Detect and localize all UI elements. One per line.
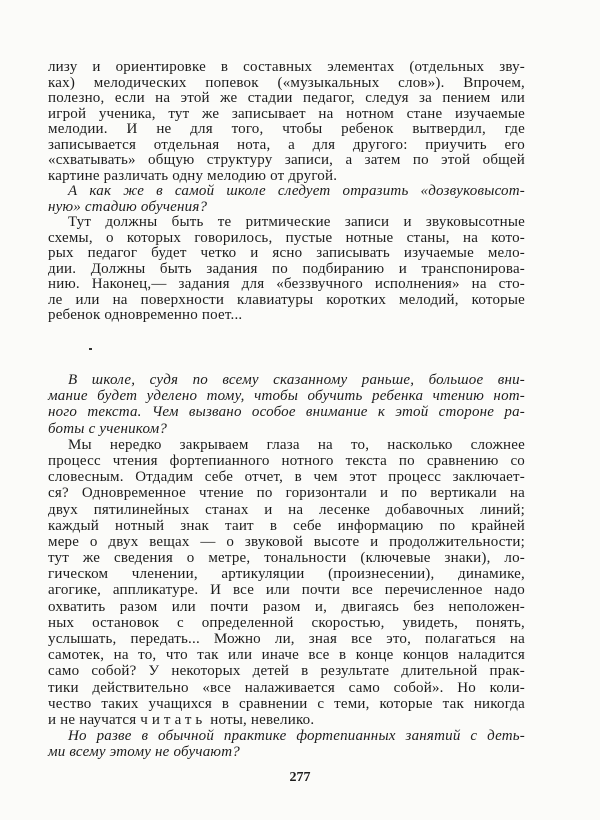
text-line: «схватывать» общую структуру записи, а затем по этой общей xyxy=(48,152,525,168)
text-line: дии. Должны быть задания по подбиранию и транспонирова- xyxy=(48,260,525,277)
question-line: Но разве в обычной практике фортепианных занятий с деть- xyxy=(68,728,525,745)
emphasized-word: читать xyxy=(140,711,207,728)
question-line: боты с учеником? xyxy=(48,420,168,437)
question-line: А как же в самой школе следует отразить «дозвуковысот- xyxy=(68,183,525,199)
print-speck xyxy=(89,348,92,350)
text-line: игрой ученика, тут же записывает на нотном стане изучаемые xyxy=(48,105,525,122)
text-line: полезно, если на этой же стадии педагог, следуя за пением или xyxy=(48,90,525,106)
page-number: 277 xyxy=(289,770,311,785)
text-line: нию. Наконец,— задания для «беззвучного исполнения» на сто- xyxy=(48,276,525,292)
text-line: лизу и ориентировке в составных элементах (отдельных зву- xyxy=(48,59,525,75)
text-line: ребенок одновременно поет... xyxy=(48,307,243,323)
text-line: Мы нередко закрываем глаза на то, насколько сложнее xyxy=(68,436,525,453)
text-line: записывается отдельная нота, а для другого: приучить его xyxy=(48,136,525,153)
text-line: агогике, аппликатуре. И все или почти все перечисленное надо xyxy=(48,582,525,599)
text-line: двух пятилинейных станах и на лесенке добавочных линий; xyxy=(48,501,525,518)
text-line: самотек, на то, что так или иначе все в конце концов наладится xyxy=(48,647,525,664)
text-line: ках) мелодических попевок («музыкальных слов»). Впрочем, xyxy=(48,74,525,91)
question-line: ного текста. Чем вызвано особое внимание к этой стороне ра- xyxy=(48,404,525,421)
text-line: схемы, о которых говорилось, пустые нотные станы, на кото- xyxy=(48,229,525,246)
text-line: процесс чтения фортепианного нотного текста по сравнению со xyxy=(48,452,525,469)
question-line: ную» стадию обучения? xyxy=(48,198,208,215)
text-line: мелодии. И не для того, чтобы ребенок вытвердил, где xyxy=(48,121,525,137)
text-line: ся? Одновременное чтение по горизонтали и по вертикали на xyxy=(48,485,525,502)
text-line: тики действительно «все налаживается само собой». Но коли- xyxy=(48,679,525,696)
text-line: словесным. Отдадим себе отчет, в чем этот процесс заключает- xyxy=(48,469,525,486)
text-line: Тут должны быть те ритмические записи и звуковысотные xyxy=(68,214,525,230)
text-line: ных остановок с определенной скоростью, увидеть, понять, xyxy=(48,614,525,631)
text-line: чество таких учащихся в сравнении с теми, которые так никогда xyxy=(48,695,525,712)
text-line: тут же сведения о метре, тональности (ключевые знаки), ло- xyxy=(48,550,525,567)
text-line: ле или на поверхности клавиатуры коротких мелодий, которые xyxy=(48,291,525,308)
text-line: рых педагог будет четко и ясно записывать изучаемые мело- xyxy=(48,245,525,261)
text-line: каждый нотный знак таит в себе информацию по крайней xyxy=(48,517,525,534)
text-block-upper xyxy=(48,60,525,324)
question-line: В школе, судя по всему сказанному раньше, большое вни- xyxy=(68,372,525,388)
text-line: само собой? У некоторых детей в результате длительной прак- xyxy=(48,663,525,680)
text-line: гическом членении, артикуляции (произнесении), динамике, xyxy=(48,566,525,583)
text-block-lower xyxy=(48,372,525,761)
text-line: мере о двух вещах — о звуковой высоте и продолжительности; xyxy=(48,533,525,550)
question-line: мание будет уделено тому, чтобы обучить ребенка чтению нот- xyxy=(48,388,525,405)
text-line: охватить разом или почти разом и, двигаясь без неположен- xyxy=(48,598,525,615)
text-line: картине различать одну мелодию от другой. xyxy=(48,167,338,184)
question-line: ми всему этому не обучают? xyxy=(48,744,240,761)
text-line: услышать, передать... Можно ли, зная все это, полагаться на xyxy=(48,631,525,647)
text-line: и не научатся читать ноты, невелико. xyxy=(48,711,315,728)
